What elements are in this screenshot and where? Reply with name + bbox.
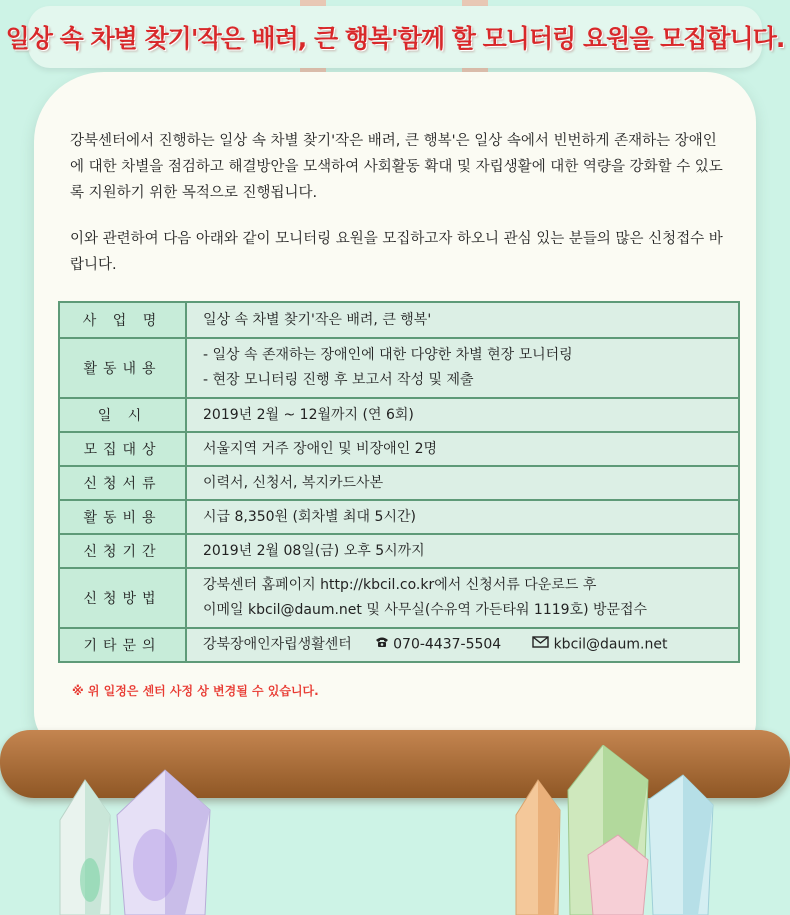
table-row-activity (59, 338, 739, 398)
project-label: 사 업 명 (59, 302, 186, 338)
inquiry-org: 강북장애인자립생활센터 (203, 636, 352, 653)
schedule-label: 일 시 (59, 398, 186, 432)
intro-paragraph-2: 이와 관련하여 다음 아래와 같이 모니터링 요원을 모집하고자 하오니 관심 있는 분들의 많은 신청접수 바랍니다. (70, 231, 723, 273)
activity-line-1: - 일상 속 존재하는 장애인에 대한 다양한 차별 현장 모니터링 (203, 347, 573, 363)
table-row-documents (59, 466, 739, 500)
method-line-1: 강북센터 홈페이지 http://kbcil.co.kr에서 신청서류 다운로드 후 (203, 577, 597, 593)
documents-label: 신청서류 (59, 466, 186, 500)
table-row-inquiry (59, 628, 739, 662)
cost-value: 시급 8,350원 (회차별 최대 5시간) (186, 500, 739, 534)
table-row-cost (59, 500, 739, 534)
method-label: 신청방법 (59, 568, 186, 628)
table-row-target (59, 432, 739, 466)
inquiry-phone: 070-4437-5504 (393, 636, 502, 653)
schedule-value: 2019년 2월 ~ 12월까지 (연 6회) (186, 398, 739, 432)
phone-icon (375, 632, 389, 657)
activity-line-2: - 현장 모니터링 진행 후 보고서 작성 및 제출 (203, 372, 474, 388)
schedule-change-note: ※ 위 일정은 센터 사정 상 변경될 수 있습니다. (72, 684, 319, 698)
period-label: 신청기간 (59, 534, 186, 568)
period-value: 2019년 2월 08일(금) 오후 5시까지 (186, 534, 739, 568)
title-banner (5, 6, 785, 68)
table-row-schedule (59, 398, 739, 432)
mail-icon (532, 632, 549, 657)
intro-paragraph-1: 강북센터에서 진행하는 일상 속 차별 찾기'작은 배려, 큰 행복'은 일상 속에서 빈번하게 존재하는 장애인에 대한 차별을 점검하고 해결방안을 모색하여 사회활동 확대 및 자립생활에 대한 역량을 강화할 수 있도록 지원하기 위한 목적으로 진행됩니다. (70, 133, 723, 201)
crystal-cluster-left-icon (55, 760, 215, 915)
table-row-period (59, 534, 739, 568)
inquiry-label: 기타문의 (59, 628, 186, 662)
inquiry-value (186, 628, 739, 662)
target-value: 서울지역 거주 장애인 및 비장애인 2명 (186, 432, 739, 466)
page-title: 일상 속 차별 찾기'작은 배려, 큰 행복'함께 할 모니터링 요원을 모집합니다. (5, 24, 785, 53)
cost-label: 활동비용 (59, 500, 186, 534)
intro-text (70, 128, 730, 298)
table-row-method (59, 568, 739, 628)
documents-value: 이력서, 신청서, 복지카드사본 (186, 466, 739, 500)
table-row-project (59, 302, 739, 338)
project-value: 일상 속 차별 찾기'작은 배려, 큰 행복' (186, 302, 739, 338)
info-table (58, 301, 740, 663)
activity-label: 활동내용 (59, 338, 186, 398)
inquiry-email: kbcil@daum.net (553, 636, 668, 653)
activity-value (186, 338, 739, 398)
crystal-cluster-right-icon (508, 745, 723, 915)
method-value (186, 568, 739, 628)
target-label: 모집대상 (59, 432, 186, 466)
method-line-2: 이메일 kbcil@daum.net 및 사무실(수유역 가든타워 1119호) 방문접수 (203, 602, 648, 618)
